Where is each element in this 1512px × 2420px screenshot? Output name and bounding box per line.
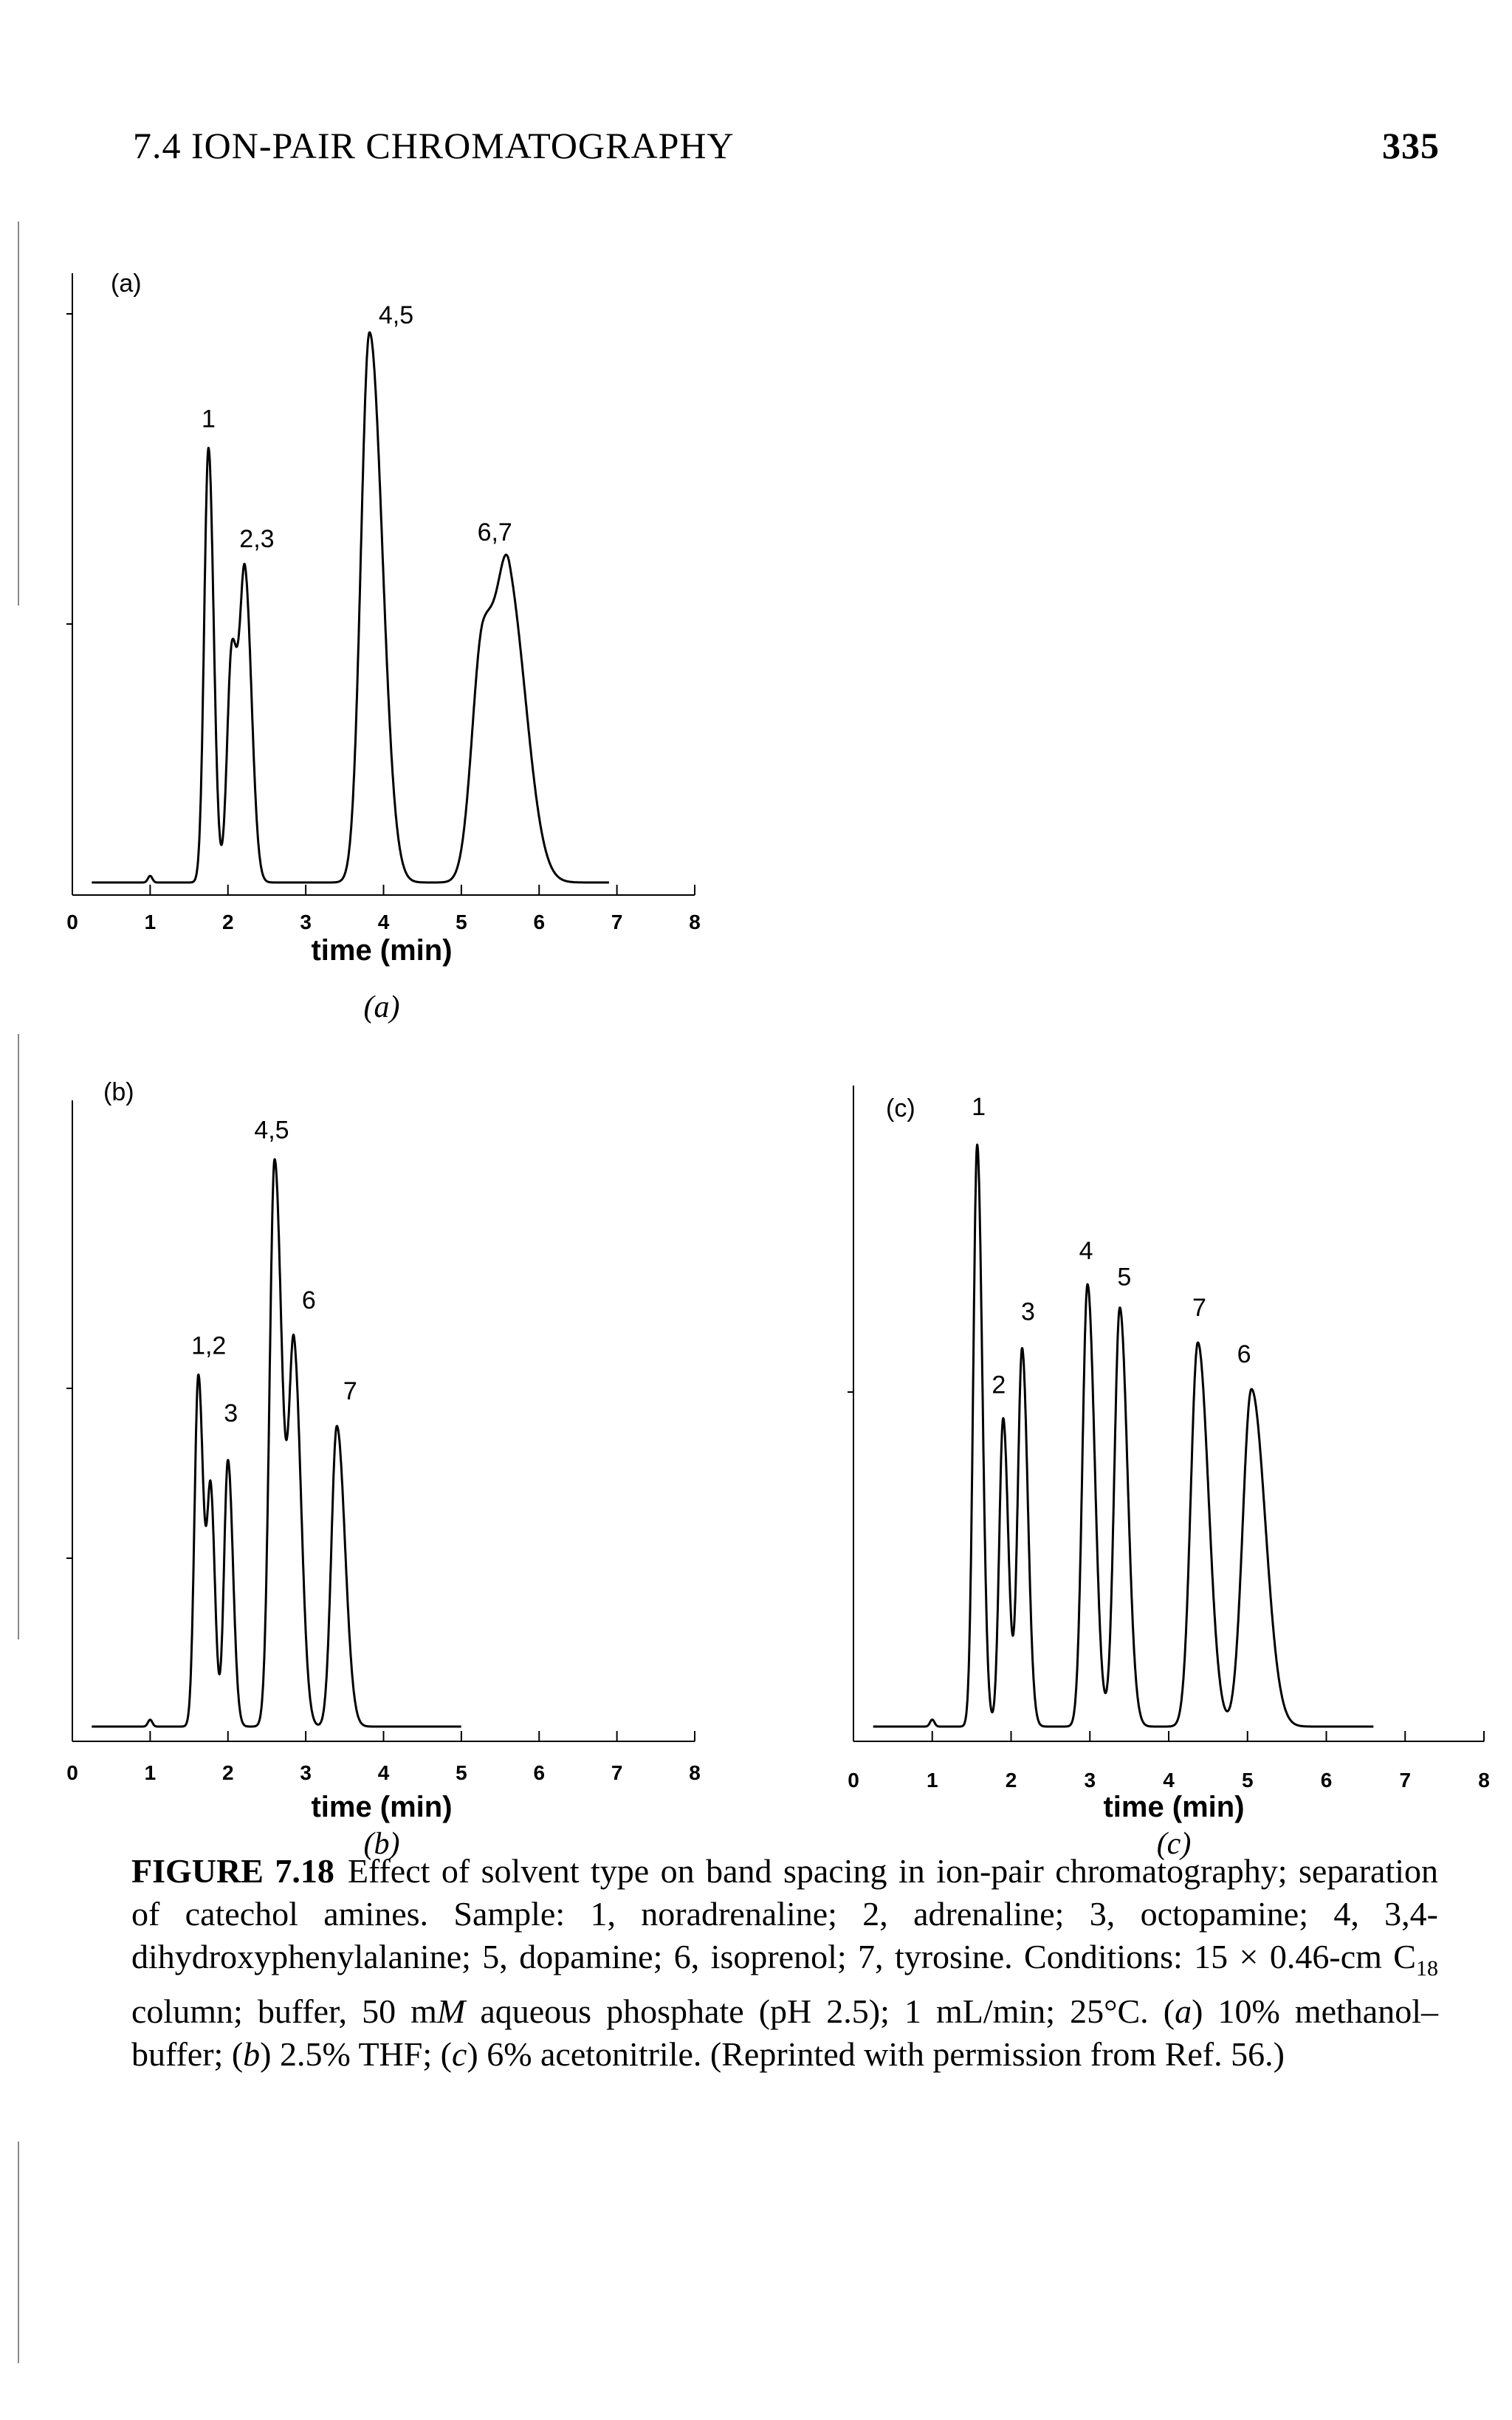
chromatogram-a-marks [66,273,701,933]
scan-edge-mark [18,2142,19,2363]
x-tick-label: 6 [1320,1769,1333,1792]
x-tick-label: 0 [66,911,78,933]
peak-label: 6,7 [477,518,512,546]
x-tick-label: 4 [1163,1769,1175,1792]
x-tick-label: 2 [221,1761,234,1784]
section-title: 7.4 ION-PAIR CHROMATOGRAPHY [133,125,735,166]
caption-italic-c: c [451,2035,467,2074]
caption-italic-b: b [243,2035,261,2074]
x-tick-label: 3 [300,911,312,933]
x-tick-label: 7 [611,911,623,933]
peak-label: 1,2 [191,1331,227,1360]
x-tick-label: 5 [1241,1769,1254,1792]
running-head [133,124,1440,176]
chromatogram-a [0,222,738,1041]
figure-label: FIGURE 7.18 [131,1852,334,1890]
chromatogram-trace [92,332,609,882]
caption-text: ) 10% methanol–buffer; ( [131,1992,1438,2074]
x-tick-label: 6 [533,1761,546,1784]
x-tick-label: 1 [144,911,157,933]
x-tick-label: 5 [456,1761,467,1784]
peak-label: 7 [1192,1293,1206,1322]
caption-text: Effect of solvent type on band spacing in ion-pair chromatography; separation of catechol amines. Sample: 1, noradrenaline; 2, adrenaline; 3, octopamine; 4, 3,4-dihydroxyphenylalanine; 5, dopamine; 6, isoprenol; 7, tyrosine. Conditions: 15 × 0.46-cm C [131,1852,1439,1975]
chromatogram-c [783,1034,1512,1861]
x-tick-label: 5 [456,911,467,933]
caption-label-b: (b) [363,1827,400,1861]
figure-caption [131,1850,1438,2076]
x-axis-label-b: time (min) [311,1791,453,1823]
x-tick-label: 7 [1399,1769,1412,1792]
x-tick-label: 1 [144,1761,157,1784]
peak-label: 3 [1020,1298,1035,1326]
chromatogram-b [0,1034,738,1861]
peak-label: 7 [343,1377,357,1405]
x-tick-label: 8 [689,1761,701,1784]
caption-text: column; buffer, 50 m [131,1992,437,2031]
x-tick-label: 6 [533,911,546,933]
caption-label-a: (a) [363,990,400,1024]
x-tick-label: 0 [848,1769,859,1792]
x-tick-label: 7 [611,1761,623,1784]
x-tick-label: 3 [1084,1769,1096,1792]
peak-label: 1 [972,1093,986,1121]
caption-label-c: (c) [1156,1827,1192,1861]
x-tick-label: 2 [221,911,234,933]
x-tick-label: 2 [1005,1769,1017,1792]
peak-label: 6 [301,1286,316,1315]
x-axis-label-a: time (min) [311,934,453,967]
chromatogram-b-marks [66,1100,701,1784]
x-tick-label: 3 [300,1761,312,1784]
peak-label: 4,5 [254,1116,289,1145]
x-tick-label: 8 [1478,1769,1490,1792]
x-tick-label: 4 [377,911,390,933]
caption-subscript: 18 [1416,1956,1438,1981]
chromatogram-trace [92,1159,461,1727]
x-tick-label: 4 [377,1761,390,1784]
peak-label: 2,3 [239,524,275,553]
x-axis-label-c: time (min) [1103,1791,1245,1823]
panel-tag-b: (b) [103,1078,134,1106]
chromatogram-trace [873,1145,1374,1727]
caption-text: ) 6% acetonitrile. (Reprinted with permission from Ref. 56.) [467,2035,1285,2074]
panel-tag-c: (c) [886,1094,915,1122]
chromatogram-c-marks [848,1086,1490,1792]
caption-text: ) 2.5% THF; ( [260,2035,452,2074]
x-tick-label: 0 [66,1761,78,1784]
peak-label: 1 [201,405,216,433]
peak-label: 6 [1237,1340,1251,1368]
panel-tag-a: (a) [111,270,142,298]
x-tick-label: 8 [689,911,701,933]
page-number: 335 [1382,125,1440,166]
caption-text: aqueous phosphate (pH 2.5); 1 mL/min; 25°C. ( [465,1992,1175,2031]
caption-unit: M [436,1992,466,2031]
peak-label: 4 [1079,1237,1093,1266]
peak-label: 4,5 [378,301,414,329]
peak-label: 5 [1117,1263,1132,1292]
x-tick-label: 1 [926,1769,938,1792]
peak-label: 3 [224,1399,238,1427]
caption-italic-a: a [1175,1992,1192,2031]
peak-label: 2 [992,1371,1006,1399]
